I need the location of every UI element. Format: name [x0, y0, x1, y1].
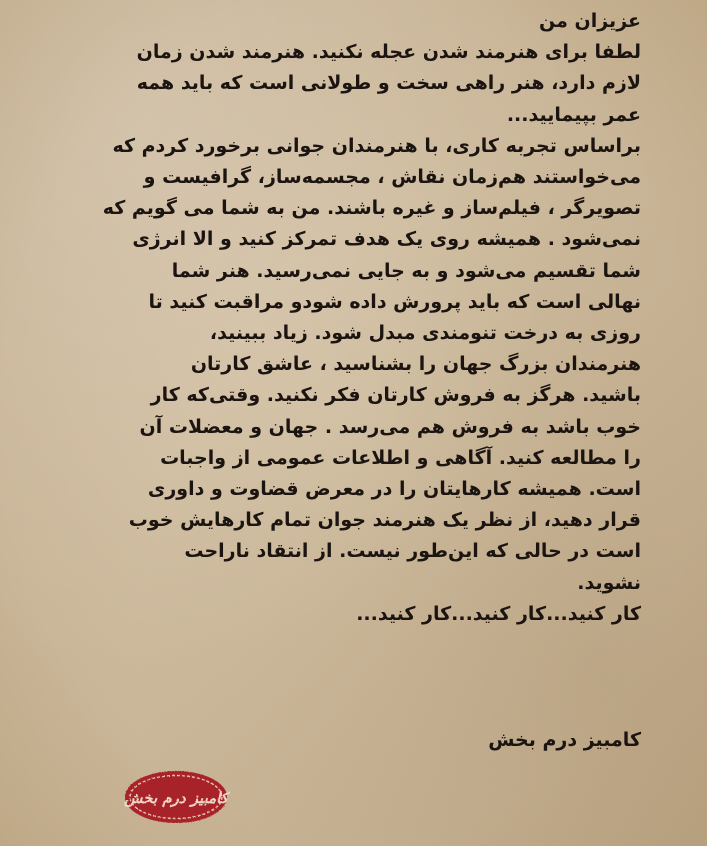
seal-text: کامبیز درم بخش: [124, 789, 228, 807]
letter-line: شما تقسیم می‌شود و به جایی نمی‌رسید. هنر شما: [171, 259, 641, 282]
signature: کامبیز درم بخش: [488, 729, 641, 751]
letter-line: براساس تجربه کاری، با هنرمندان جوانی برخورد کردم که: [112, 134, 641, 157]
letter-line: است. همیشه کارهایتان را در معرض قضاوت و داوری: [147, 478, 641, 501]
letter-body: [61, 6, 641, 630]
letter-line: نشوید.: [577, 571, 641, 594]
letter-line: است در حالی که این‌طور نیست. از انتقاد ناراحت: [184, 540, 641, 563]
letter-line: لطفا برای هنرمند شدن عجله نکنید. هنرمند شدن زمان: [136, 41, 641, 64]
seal-stamp: [122, 768, 230, 826]
letter-line: باشید. هرگز به فروش کارتان فکر نکنید. وقتی‌که کار: [150, 384, 641, 407]
letter-line: نمی‌شود . همیشه روی یک هدف تمرکز کنید و الا انرژی: [132, 228, 641, 251]
letter-line: کار کنید...کار کنید...کار کنید...: [356, 602, 641, 625]
letter-line: تصویرگر ، فیلم‌ساز و غیره باشند. من به شما می گویم که: [102, 197, 641, 220]
seal-graphic: [123, 771, 230, 823]
letter-line: عمر بپیمایید...: [506, 103, 641, 126]
letter-line: را مطالعه کنید. آگاهی و اطلاعات عمومی از واجبات: [160, 446, 641, 469]
letter-line: هنرمندان بزرگ جهان را بشناسید ، عاشق کارتان: [190, 353, 641, 376]
letter-line: قرار دهید، از نظر یک هنرمند جوان تمام کارهایش خوب: [128, 509, 641, 532]
letter-line: لازم دارد، هنر راهی سخت و طولانی است که باید همه: [136, 72, 641, 95]
letter-line: روزی به درخت تنومندی مبدل شود. زیاد ببینید،: [209, 322, 641, 345]
letter-line: خوب باشد به فروش هم می‌رسد . جهان و معضلات آن: [139, 415, 641, 438]
letter-line: نهالی است که باید پرورش داده شودو مراقبت کنید تا: [148, 290, 641, 313]
letter-line: می‌خواستند هم‌زمان نقاش ، مجسمه‌ساز، گرافیست و: [143, 166, 641, 189]
letter-greeting: عزیزان من: [539, 10, 641, 32]
